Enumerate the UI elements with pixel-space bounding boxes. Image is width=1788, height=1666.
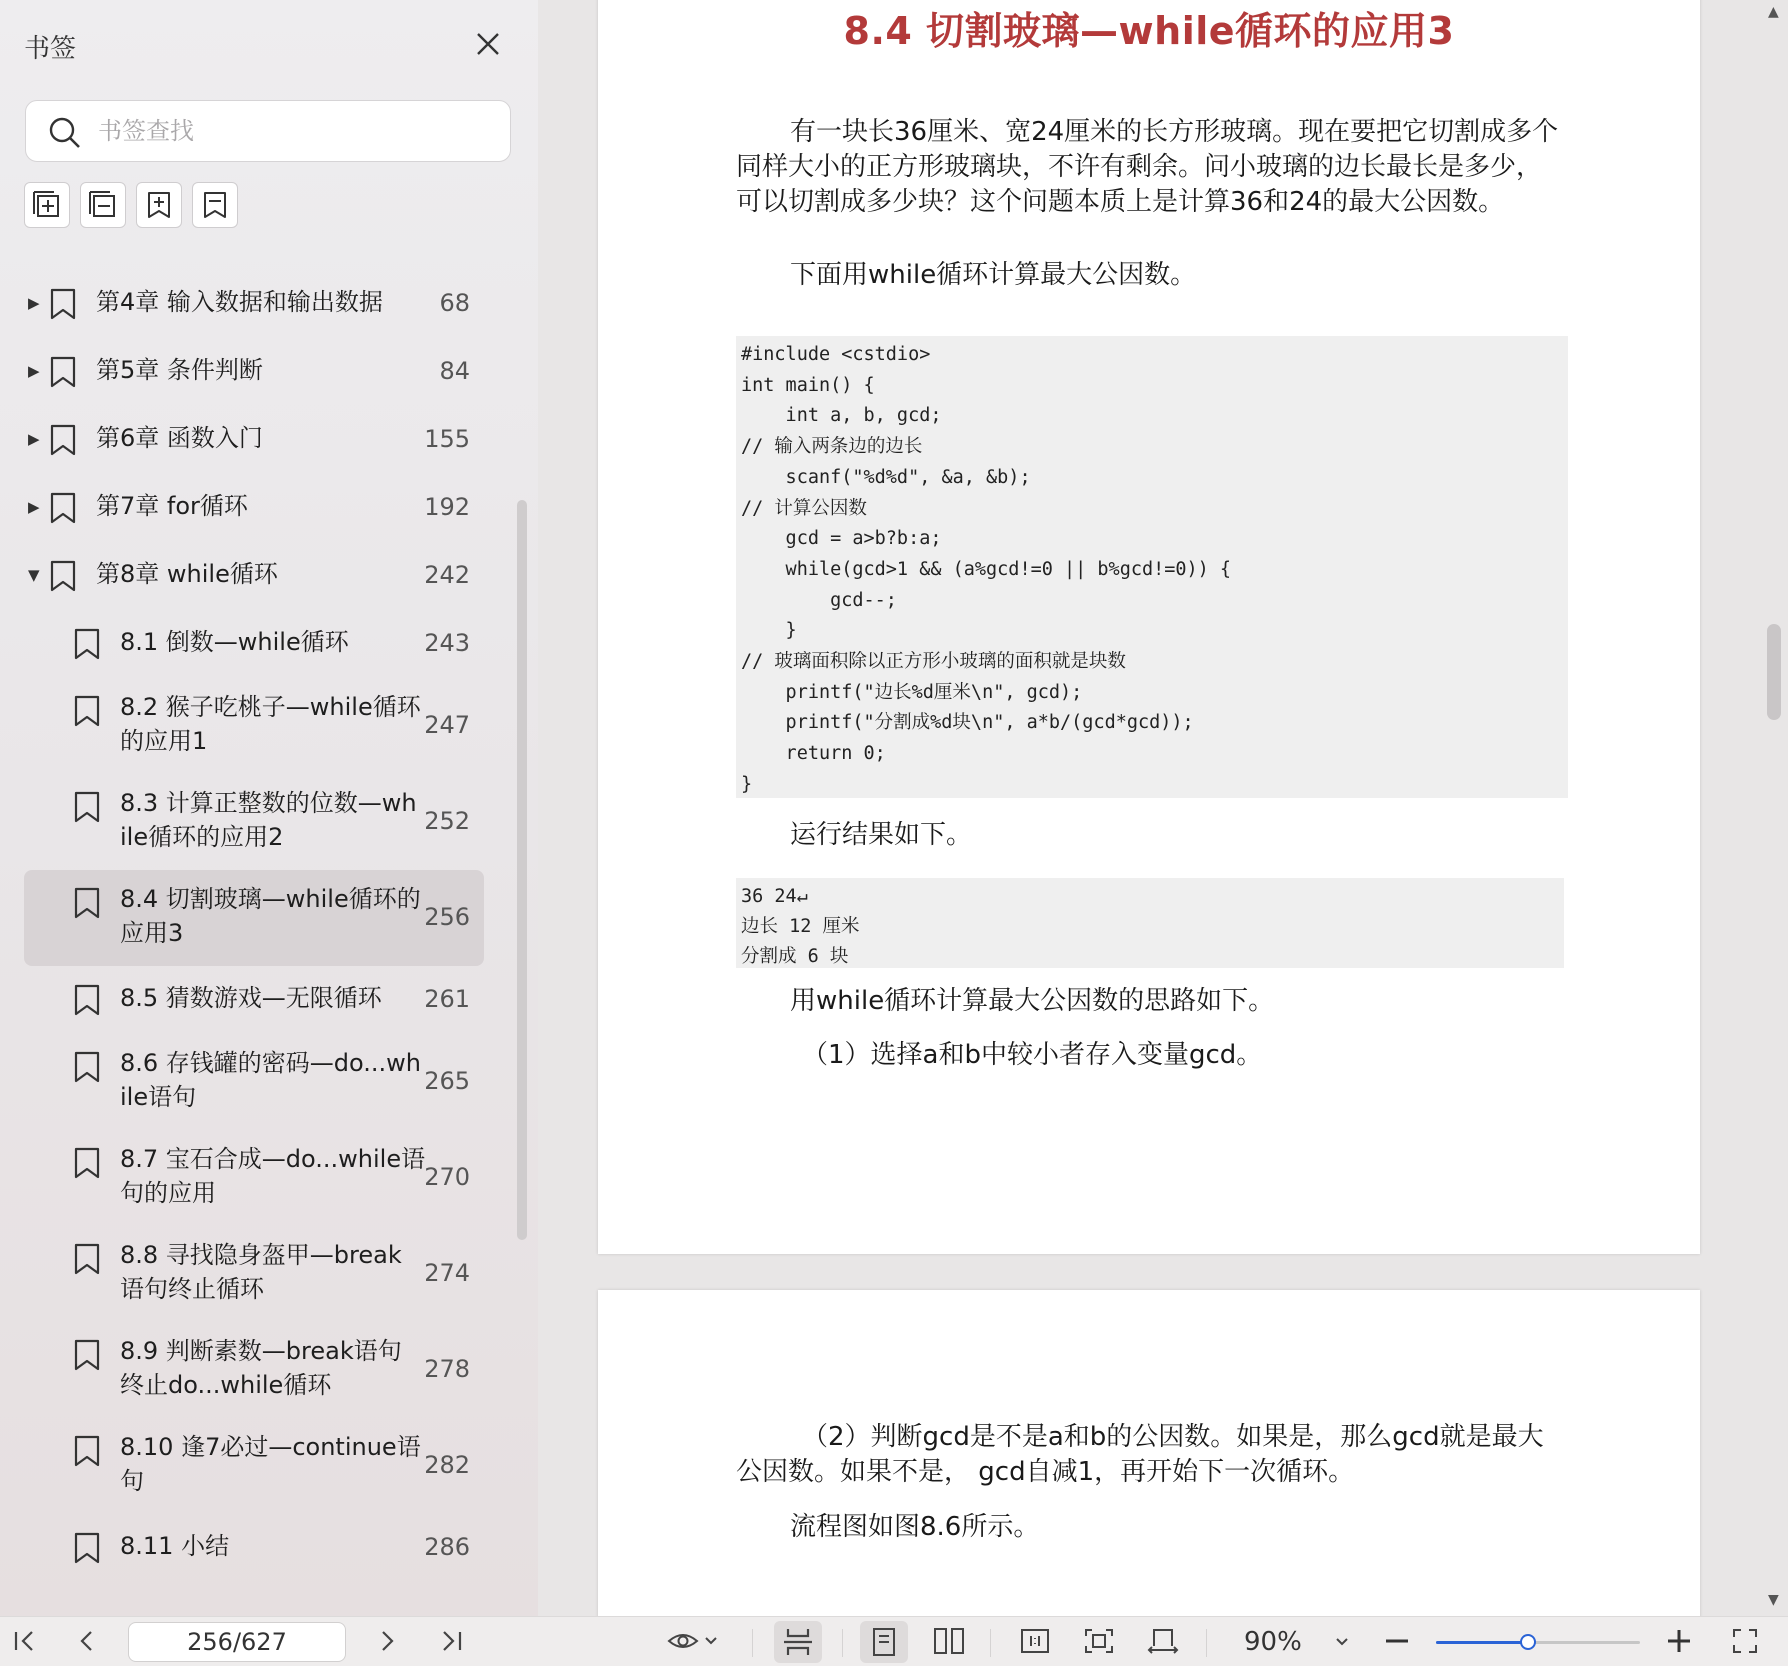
bookmark-chapter-item[interactable]: [0, 270, 500, 338]
chevron-right-icon: [372, 1626, 402, 1656]
bookmark-page-number: 261: [424, 985, 470, 1013]
bookmark-page-number: 286: [424, 1533, 470, 1561]
bookmark-icon: [72, 627, 102, 661]
collapse-all-button[interactable]: [80, 182, 126, 228]
fit-page-button[interactable]: [1082, 1626, 1116, 1660]
fit-width-icon: [1146, 1626, 1180, 1656]
bookmark-page-number: 278: [424, 1355, 470, 1383]
previous-page-button[interactable]: [72, 1626, 102, 1660]
bookmark-sidebar: [0, 0, 538, 1616]
bookmark-page-number: 243: [424, 629, 470, 657]
bookmark-icon: [72, 1050, 102, 1084]
bookmark-label-line: 8.9 判断素数—break语句: [120, 1337, 402, 1365]
bookmark-icon: [48, 423, 78, 457]
double-page-button[interactable]: [932, 1626, 966, 1660]
bookmark-icon: [48, 491, 78, 525]
bookmark-section-item[interactable]: [0, 1418, 500, 1514]
bookmark-icon: [200, 190, 230, 220]
bookmark-label-line: 8.6 存钱罐的密码—do...wh: [120, 1049, 422, 1077]
bookmark-label: 第8章 while循环: [96, 560, 278, 588]
page-number-input[interactable]: 256/627: [128, 1622, 346, 1662]
last-page-icon: [436, 1626, 466, 1656]
bookmark-label-line: 8.4 切割玻璃—while循环的: [120, 885, 421, 913]
bottom-toolbar: [0, 1616, 1788, 1666]
bookmark-page-number: 247: [424, 711, 470, 739]
add-bookmark-icon: [144, 190, 174, 220]
scroll-up-arrow[interactable]: ▲: [1768, 4, 1779, 20]
bookmark-section-item[interactable]: [0, 1130, 500, 1226]
bookmark-label: [120, 1238, 402, 1306]
eye-icon: [666, 1626, 722, 1656]
collapsed-arrow-icon[interactable]: ▶: [28, 430, 40, 448]
bookmark-label: [120, 1430, 421, 1498]
first-page-button[interactable]: [10, 1626, 40, 1660]
bookmark-label: 8.1 倒数—while循环: [120, 628, 349, 656]
bookmark-section-item[interactable]: [0, 774, 500, 870]
close-icon: [470, 26, 506, 62]
bookmark-label-line: 语句终止循环: [120, 1275, 264, 1303]
bookmark-label: 8.11 小结: [120, 1532, 230, 1560]
bookmark-page-number: 274: [424, 1259, 470, 1287]
bookmark-label: 8.5 猜数游戏—无限循环: [120, 984, 382, 1012]
continuous-scroll-button[interactable]: [774, 1621, 822, 1663]
actual-size-button[interactable]: [1018, 1626, 1052, 1660]
collapsed-arrow-icon[interactable]: ▶: [28, 294, 40, 312]
bookmark-chapter-item[interactable]: [0, 474, 500, 542]
bookmark-page-number: 270: [424, 1163, 470, 1191]
bookmark-label: [120, 1046, 421, 1114]
bookmark-search-box[interactable]: [25, 100, 511, 162]
bookmark-label-line: 8.3 计算正整数的位数—wh: [120, 789, 417, 817]
bookmark-icon: [72, 1146, 102, 1180]
bookmark-label-line: 句: [120, 1467, 144, 1495]
first-page-icon: [10, 1626, 40, 1656]
zoom-slider-fill: [1436, 1641, 1528, 1644]
bookmark-label-line: 终止do...while循环: [120, 1371, 332, 1399]
paragraph: （1）选择a和b中较小者存入变量gcd。: [802, 1040, 1263, 1070]
scroll-down-arrow[interactable]: ▼: [1768, 1592, 1779, 1608]
bookmark-chapter-item[interactable]: [0, 542, 500, 610]
bookmark-icon: [72, 790, 102, 824]
bookmark-label: [120, 786, 417, 854]
bookmark-section-item[interactable]: [0, 1034, 500, 1130]
paragraph: （2）判断gcd是不是a和b的公因数。如果是，那么gcd就是最大公因数。如果不是， gcd自减1，再开始下一次循环。: [736, 1422, 1544, 1487]
actual-size-icon: [1018, 1626, 1052, 1656]
bookmark-icon: [72, 1242, 102, 1276]
bookmark-section-item[interactable]: [0, 1322, 500, 1418]
bookmark-chapter-item[interactable]: [0, 338, 500, 406]
fullscreen-button[interactable]: [1730, 1626, 1760, 1660]
close-sidebar-button[interactable]: [470, 26, 506, 62]
chevron-down-icon: [1332, 1626, 1352, 1656]
bookmark-label: 第5章 条件判断: [96, 356, 263, 384]
output-block: 36 24↵ 边长 12 厘米 分割成 6 块: [736, 878, 1564, 968]
bookmark-label: [120, 882, 421, 950]
fullscreen-icon: [1730, 1626, 1760, 1656]
bookmark-label-line: 8.2 猴子吃桃子—while循环: [120, 693, 421, 721]
bookmark-section-item[interactable]: [0, 610, 500, 678]
bookmark-label-line: 8.8 寻找隐身盔甲—break: [120, 1241, 402, 1269]
bookmark-page-number: 68: [439, 289, 470, 317]
zoom-in-button[interactable]: [1664, 1626, 1694, 1660]
bookmark-search-input[interactable]: [98, 111, 498, 151]
paragraph: 流程图如图8.6所示。: [790, 1512, 1040, 1542]
bookmark-label: [120, 1142, 425, 1210]
zoom-level[interactable]: 90%: [1244, 1627, 1302, 1657]
bookmark-label: 第6章 函数入门: [96, 424, 263, 452]
bookmark-page-number: 265: [424, 1067, 470, 1095]
bookmark-label-line: 应用3: [120, 919, 184, 947]
minus-icon: [1382, 1626, 1412, 1656]
zoom-out-button[interactable]: [1382, 1626, 1412, 1660]
zoom-dropdown-button[interactable]: [1332, 1626, 1352, 1660]
bookmark-icon: [48, 559, 78, 593]
code-block: #include <cstdio> int main() { int a, b, gcd; // 输入两条边的边长 scanf("%d%d", &a, &b); // 计算公因数 gcd = a>b?b:a; while(gcd>1 && (a%gcd!=0 || b%gcd!=0)) { gcd--; } // 玻璃面积除以正方形小玻璃的面积就是块数 printf("边长%d厘米\n", gcd); printf("分割成%d块\n", a*b/(gcd*gcd)); return 0; }: [736, 336, 1568, 798]
bookmark-label: [120, 690, 421, 758]
add-bookmark-button[interactable]: [136, 182, 182, 228]
bookmark-page-number: 282: [424, 1451, 470, 1479]
expanded-arrow-icon[interactable]: ▼: [28, 566, 40, 584]
collapse-all-icon: [88, 190, 118, 220]
search-icon: [48, 116, 82, 150]
expand-all-button[interactable]: [24, 182, 70, 228]
bookmark-label-line: ile循环的应用2: [120, 823, 284, 851]
expand-all-icon: [32, 190, 62, 220]
bookmark-page-number: 256: [424, 903, 470, 931]
bookmark-icon: [72, 886, 102, 920]
bookmark-button[interactable]: [192, 182, 238, 228]
single-page-button[interactable]: [860, 1621, 908, 1663]
bookmark-section-item[interactable]: [0, 1226, 500, 1322]
bookmark-icon: [48, 355, 78, 389]
bookmark-label-line: 句的应用: [120, 1179, 216, 1207]
document-page: [598, 1290, 1700, 1630]
bookmark-chapter-item[interactable]: [0, 406, 500, 474]
bookmark-label: 第7章 for循环: [96, 492, 248, 520]
collapsed-arrow-icon[interactable]: ▶: [28, 362, 40, 380]
last-page-button[interactable]: [436, 1626, 466, 1660]
bookmark-label-line: 的应用1: [120, 727, 208, 755]
fit-page-icon: [1082, 1626, 1116, 1656]
bookmark-label: 第4章 输入数据和输出数据: [96, 288, 383, 316]
bookmark-icon: [72, 1531, 102, 1565]
bookmark-icon: [72, 694, 102, 728]
bookmark-section-item[interactable]: [0, 870, 500, 966]
sidebar-scrollbar[interactable]: [517, 500, 527, 1240]
fit-width-button[interactable]: [1146, 1626, 1180, 1660]
double-page-icon: [932, 1626, 966, 1656]
plus-icon: [1664, 1626, 1694, 1656]
sidebar-title: 书签: [24, 34, 77, 64]
bookmark-page-number: 192: [424, 493, 470, 521]
single-page-icon: [860, 1621, 908, 1663]
bookmark-icon: [72, 983, 102, 1017]
bookmark-label-line: ile语句: [120, 1083, 197, 1111]
bookmark-section-item[interactable]: [0, 1514, 500, 1582]
paragraph: 运行结果如下。: [790, 820, 973, 850]
bookmark-section-item[interactable]: [0, 678, 500, 774]
zoom-slider[interactable]: [1436, 1641, 1640, 1644]
bookmark-label-line: 8.7 宝石合成—do...while语: [120, 1145, 426, 1173]
reading-mode-button[interactable]: [666, 1626, 722, 1660]
continuous-scroll-icon: [774, 1621, 822, 1663]
paragraph: 用while循环计算最大公因数的思路如下。: [790, 986, 1275, 1016]
zoom-slider-handle[interactable]: [1520, 1634, 1536, 1650]
paragraph: 有一块长36厘米、宽24厘米的长方形玻璃。现在要把它切割成多个同样大小的正方形玻璃块，不许有剩余。问小玻璃的边长最长是多少，可以切割成多少块？这个问题本质上是计算36和24的最大公因数。: [736, 117, 1559, 217]
next-page-button[interactable]: [372, 1626, 402, 1660]
bookmark-label-line: 8.10 逢7必过—continue语: [120, 1433, 421, 1461]
bookmark-icon: [48, 287, 78, 321]
document-page: [598, 0, 1700, 1254]
bookmark-icon: [72, 1434, 102, 1468]
chevron-left-icon: [72, 1626, 102, 1656]
bookmark-page-number: 84: [439, 357, 470, 385]
bookmark-page-number: 155: [424, 425, 470, 453]
bookmark-icon: [72, 1338, 102, 1372]
bookmark-page-number: 252: [424, 807, 470, 835]
collapsed-arrow-icon[interactable]: ▶: [28, 498, 40, 516]
bookmark-label: [120, 1334, 402, 1402]
document-scrollbar[interactable]: [1767, 624, 1781, 720]
bookmark-page-number: 242: [424, 561, 470, 589]
section-title: 8.4 切割玻璃—while循环的应用3: [843, 9, 1455, 53]
paragraph: 下面用while循环计算最大公因数。: [790, 260, 1197, 290]
bookmark-section-item[interactable]: [0, 966, 500, 1034]
